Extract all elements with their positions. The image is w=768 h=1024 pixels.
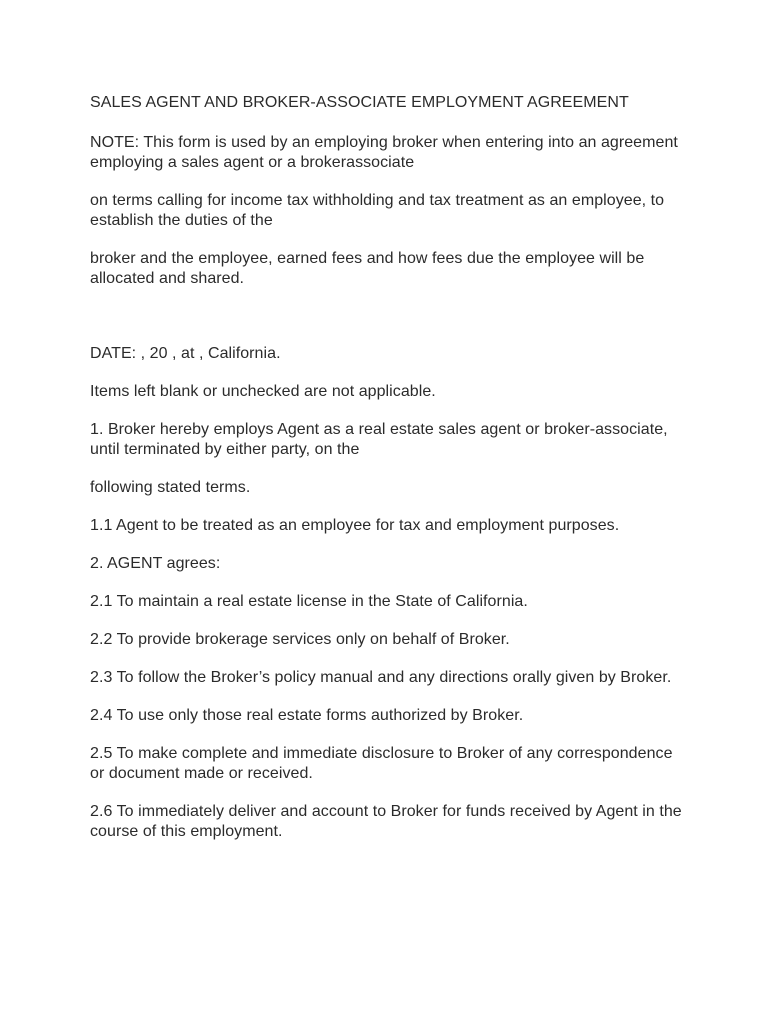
note-paragraph-1: NOTE: This form is used by an employing broker when entering into an agreement employing a sales agent or a brokerassociate <box>90 134 678 171</box>
clause-2-6: 2.6 To immediately deliver and account to Broker for funds received by Agent in the course of this employment. <box>90 803 682 840</box>
note-paragraph-3: broker and the employee, earned fees and how fees due the employee will be allocated and shared. <box>90 250 645 287</box>
clause-2-4: 2.4 To use only those real estate forms authorized by Broker. <box>90 707 524 724</box>
clause-1-continued: following stated terms. <box>90 479 251 496</box>
clause-2-5: 2.5 To make complete and immediate disclosure to Broker of any correspondence or document made or received. <box>90 745 673 782</box>
clause-2-2: 2.2 To provide brokerage services only on behalf of Broker. <box>90 631 510 648</box>
note-paragraph-2: on terms calling for income tax withholding and tax treatment as an employee, to establish the duties of the <box>90 192 665 229</box>
clause-1: 1. Broker hereby employs Agent as a real estate sales agent or broker-associate, until terminated by either party, on the <box>90 421 668 458</box>
blank-items-note: Items left blank or unchecked are not applicable. <box>90 383 436 400</box>
clause-2-heading: 2. AGENT agrees: <box>90 555 221 572</box>
clause-2-1: 2.1 To maintain a real estate license in the State of California. <box>90 593 528 610</box>
document-title: SALES AGENT AND BROKER-ASSOCIATE EMPLOYMENT AGREEMENT <box>90 94 629 111</box>
date-line: DATE: , 20 , at , California. <box>90 345 281 362</box>
clause-1-1: 1.1 Agent to be treated as an employee for tax and employment purposes. <box>90 517 620 534</box>
clause-2-3: 2.3 To follow the Broker’s policy manual and any directions orally given by Broker. <box>90 669 672 686</box>
document-body <box>90 93 690 860</box>
blank-space <box>90 307 690 344</box>
